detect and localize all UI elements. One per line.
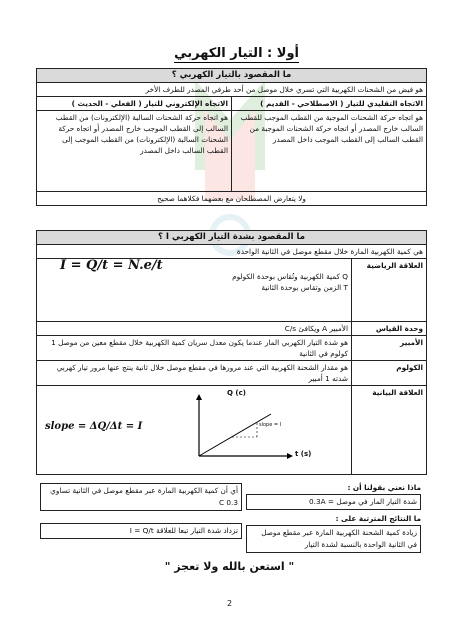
section2-header: ما المقصود بشدة التيار الكهربي I ؟: [37, 231, 427, 245]
row-graph-label: العلاقة البيانية: [352, 386, 427, 475]
row-coulomb-value: هو مقدار الشحنة الكهربية التي عند مرورها في مقطع موصل خلال ثانية ينتج عنها مرور تيار كهربي شدته 1 أمبير: [37, 361, 352, 386]
conventional-direction-body: هو اتجاه حركة الشحنات الموجبة من القطب الموجب للقطب السالب خارج المصدر أو اتجاه حركة الشحنات الموجبة من القطب السالب إلى القطب الموجب داخل المصدر: [232, 111, 427, 192]
current-formula: I = Q/t = N.e/t: [60, 258, 163, 273]
meaning-answer: أي أن كمية الكهربية المارة عبر مقطع موصل في الثانية تساوي 0.3 C: [40, 483, 242, 511]
answers-block: [40, 482, 242, 542]
meaning-question: ماذا نعني بقولنا أن :: [347, 483, 421, 492]
consequence-statement: زيادة كمية الشحنة الكهربية المارة عبر مقطع موصل في الثانية الواحدة بالنسبة لشدة التيار: [246, 525, 421, 553]
graph-x-label: t (s): [295, 450, 312, 458]
row-coulomb-label: الكولوم: [352, 361, 427, 386]
row-unit-value: الأمبير A ويكافئ C/s: [37, 322, 352, 336]
current-intensity-table: [36, 230, 427, 475]
current-definition-table: [36, 68, 427, 206]
row-math-relation-label: العلاقة الرياضية: [352, 259, 427, 322]
row-ampere-value: هو شدة التيار الكهربي المار عندما يكون معدل سريان كمية الكهربية خلال مقطع معين من موصل 1 كولوم في الثانية: [37, 336, 352, 361]
row-unit-label: وحدة القياس: [352, 322, 427, 336]
electronic-direction-title: الاتجاه الإلكتروني للتيار ( الفعلي - الحديث ): [37, 97, 232, 111]
section1-note: ولا يتعارض المصطلحان مع بعضهما فكلاهما صحيح: [37, 192, 427, 206]
meaning-statement: شدة التيار المار في موصل = 0.3A: [246, 494, 421, 510]
section1-header: ما المقصود بالتيار الكهربي ؟: [37, 69, 427, 83]
time-symbol-note: T الزمن وتقاس بوحدة الثانية: [261, 283, 348, 292]
consequence-answer: تزداد شدة التيار تبعا للعلاقة I = Q/t: [40, 523, 242, 539]
consequence-question: ما النتائج المترتبة على :: [335, 514, 421, 523]
section2-definition: هي كمية الكهربية المارة خلال مقطع موصل في الثانية الواحدة: [37, 245, 427, 259]
row-ampere-label: الأمبير: [352, 336, 427, 361]
electronic-direction-body: هو اتجاه حركة الشحنات السالبة (الإلكترونات) من القطب السالب إلى القطب الموجب خارج المصدر أو اتجاه حركة الشحنات السالبة (الإلكترونات) من القطب الموجب إلى القطب السالب داخل المصدر: [37, 111, 232, 192]
section1-definition: هو فيض من الشحنات الكهربية التي تسري خلال موصل من أحد طرفي المصدر للطرف الأخر: [37, 83, 427, 97]
page-number: 2: [226, 599, 233, 608]
footer-quote: " استعن بالله ولا تعجز ": [164, 560, 295, 573]
graph-slope-label: slope = I: [259, 422, 282, 428]
meaning-block: [246, 482, 421, 556]
page-title: أولا : التيار الكهربي: [174, 46, 299, 61]
slope-formula: slope = ΔQ/Δt = I: [45, 421, 143, 432]
graph-y-label: Q (c): [227, 389, 246, 397]
conventional-direction-title: الاتجاه التقليدي للتيار ( الاصطلاحي - القديم ): [232, 97, 427, 111]
charge-symbol-note: Q كمية الكهربية وتُقاس بوحدة الكولوم: [232, 272, 348, 281]
